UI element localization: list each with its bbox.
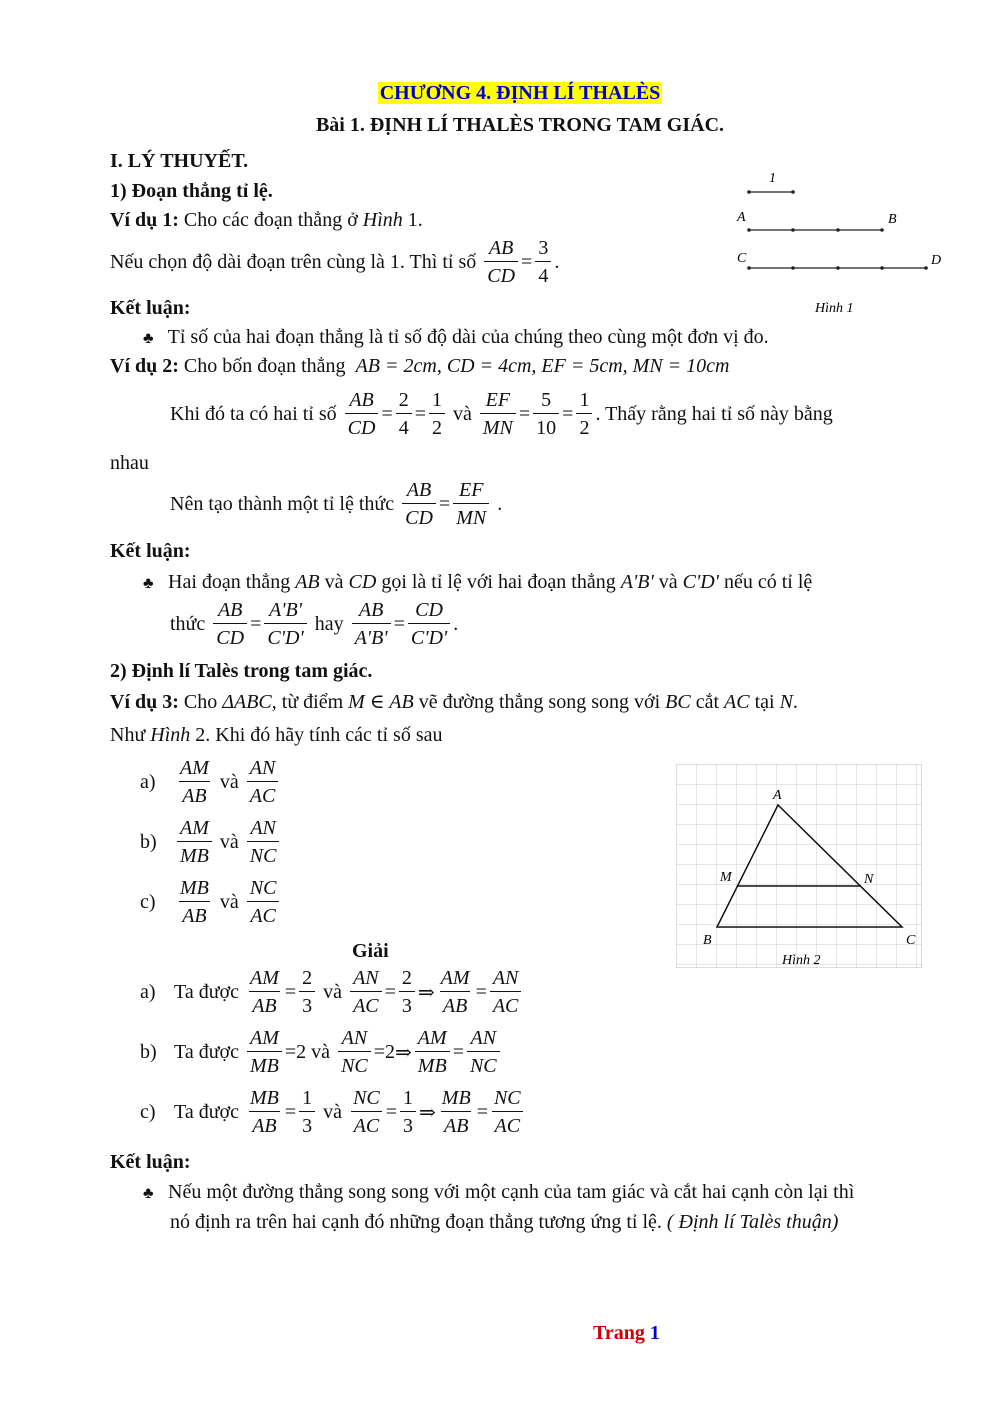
figure-1-caption: Hình 1 <box>815 301 854 316</box>
conclusion-heading-1: Kết luận: <box>110 297 191 319</box>
solution-b: b) Ta được $\frac{AM}{MB}$ = 2 và $\frac{AN}{NC}$ = 2 ⇒ $\frac{AM}{MB}$ = $\frac{AN}{NC}$ <box>140 1028 503 1076</box>
svg-text:N: N <box>864 872 874 887</box>
conclusion-heading-2: Kết luận: <box>110 540 191 562</box>
svg-text:B: B <box>703 933 712 948</box>
example-2-nhau: nhau <box>110 452 149 474</box>
club-bullet-icon: ♣ <box>143 330 154 347</box>
conclusion-2-proportion: thức $\frac{AB}{CD}$ = $\frac{A'B'}{C'D'}$ hay $\frac{AB}{A'B'}$ = $\frac{CD}{C'D'}$ . <box>170 599 459 649</box>
svg-text:A: A <box>737 210 746 225</box>
solution-c: c) Ta được $\frac{MB}{AB}$ = $\frac{1}{3}$ và $\frac{NC}{AC}$ = $\frac{1}{3}$ ⇒ $\frac{MB}{AB}$ = $\frac{NC}{AC}$ <box>140 1088 527 1136</box>
example-1-one: 1 <box>389 250 400 273</box>
example-3-line-2: Như Hình 2. Khi đó hãy tính các tỉ số sau <box>110 724 443 746</box>
example-2-math: AB = 2cm, CD = 4cm, EF = 5cm, MN = 10cm <box>355 355 730 377</box>
item-b: b) $\frac{AM}{MB}$ và $\frac{AN}{NC}$ <box>140 818 282 866</box>
example-1-label: Ví dụ 1: <box>110 209 179 231</box>
svg-text:A: A <box>773 788 782 803</box>
conclusion-heading-3: Kết luận: <box>110 1151 191 1173</box>
svg-text:C: C <box>906 933 916 948</box>
conclusion-3-line-2: nó định ra trên hai cạnh đó những đoạn thẳng tương ứng tỉ lệ. ( Định lí Talès thuận) <box>170 1211 839 1233</box>
example-1-text-2: Nếu chọn độ dài đoạn trên cùng là <box>110 250 385 273</box>
equals-sign: = <box>521 250 533 273</box>
example-1-text-2b: . Thì tỉ số <box>399 250 477 273</box>
figure-1-seg-label: 1 <box>769 171 776 186</box>
fraction-ab-cd: $\frac{AB}{CD}$ <box>484 238 518 286</box>
fraction-3-4: $\frac{3}{4}$ <box>535 238 551 286</box>
example-1-hinh: Hình <box>362 209 403 231</box>
conclusion-3: ♣ Nếu một đường thẳng song song với một cạnh của tam giác và cắt hai cạnh còn lại thì <box>143 1181 855 1203</box>
chapter-title: CHƯƠNG 4. ĐỊNH LÍ THALÈS <box>379 82 661 104</box>
figure-2 <box>676 764 922 968</box>
svg-text:M: M <box>720 870 732 885</box>
figure-1 <box>725 166 955 318</box>
example-2-ratios: Khi đó ta có hai tỉ số $\frac{AB}{CD}$ = $\frac{2}{4}$ = $\frac{1}{2}$ và $\frac{EF}{MN}$ = $\frac{5}{10}$ = $\frac{1}{2}$ . Thấy rằng hai tỉ số này bằng <box>170 389 833 439</box>
example-1-text: Cho các đoạn thẳng ở <box>183 209 358 231</box>
page-footer <box>593 1322 660 1345</box>
figure-2-caption: Hình 2 <box>782 953 821 968</box>
subsection-title-1: 1) Đoạn thẳng tỉ lệ. <box>110 180 273 202</box>
conclusion-2: ♣ Hai đoạn thẳng AB và CD gọi là tỉ lệ với hai đoạn thẳng A'B' và C'D' nếu có tỉ lệ <box>143 571 813 593</box>
example-2-line: Ví dụ 2: Cho bốn đoạn thẳng AB = 2cm, CD = 4cm, EF = 5cm, MN = 10cm <box>110 355 730 377</box>
item-a: a) $\frac{AM}{AB}$ và $\frac{AN}{AC}$ <box>140 758 281 806</box>
section-title: I. LÝ THUYẾT. <box>110 150 249 172</box>
example-2-proportion: Nên tạo thành một tỉ lệ thức $\frac{AB}{CD}$ = $\frac{EF}{MN}$ . <box>170 479 503 529</box>
item-c: c) $\frac{MB}{AB}$ và $\frac{NC}{AC}$ <box>140 878 282 926</box>
example-1-line <box>110 209 423 232</box>
solution-a: a) Ta được $\frac{AM}{AB}$ = $\frac{2}{3}$ và $\frac{AN}{AC}$ = $\frac{2}{3}$ ⇒ $\frac{AM}{AB}$ = $\frac{AN}{AC}$ <box>140 968 524 1016</box>
footer-page-number: 1 <box>649 1322 660 1344</box>
svg-text:B: B <box>888 212 897 227</box>
solution-heading: Giải <box>352 940 389 962</box>
footer-trang: Trang <box>593 1322 645 1344</box>
example-1-num: 1. <box>407 209 423 231</box>
example-1-ratio-line: Nếu chọn độ dài đoạn trên cùng là 1 . Thì tỉ số $\frac{AB}{CD}$ = $\frac{3}{4}$ . <box>110 237 560 287</box>
club-bullet-icon: ♣ <box>143 1185 154 1202</box>
subsection-title-2: 2) Định lí Talès trong tam giác. <box>110 660 373 682</box>
svg-text:D: D <box>931 253 942 268</box>
lesson-title: Bài 1. ĐỊNH LÍ THALÈS TRONG TAM GIÁC. <box>315 114 725 136</box>
svg-text:C: C <box>737 251 747 266</box>
club-bullet-icon: ♣ <box>143 575 154 592</box>
example-3-line: Ví dụ 3: Cho ΔABC, từ điểm M ∈ AB vẽ đường thẳng song song với BC cắt AC tại N. <box>110 691 798 713</box>
conclusion-1: ♣ Tỉ số của hai đoạn thẳng là tỉ số độ dài của chúng theo cùng một đơn vị đo. <box>143 326 769 348</box>
example-2-label: Ví dụ 2: <box>110 355 179 377</box>
